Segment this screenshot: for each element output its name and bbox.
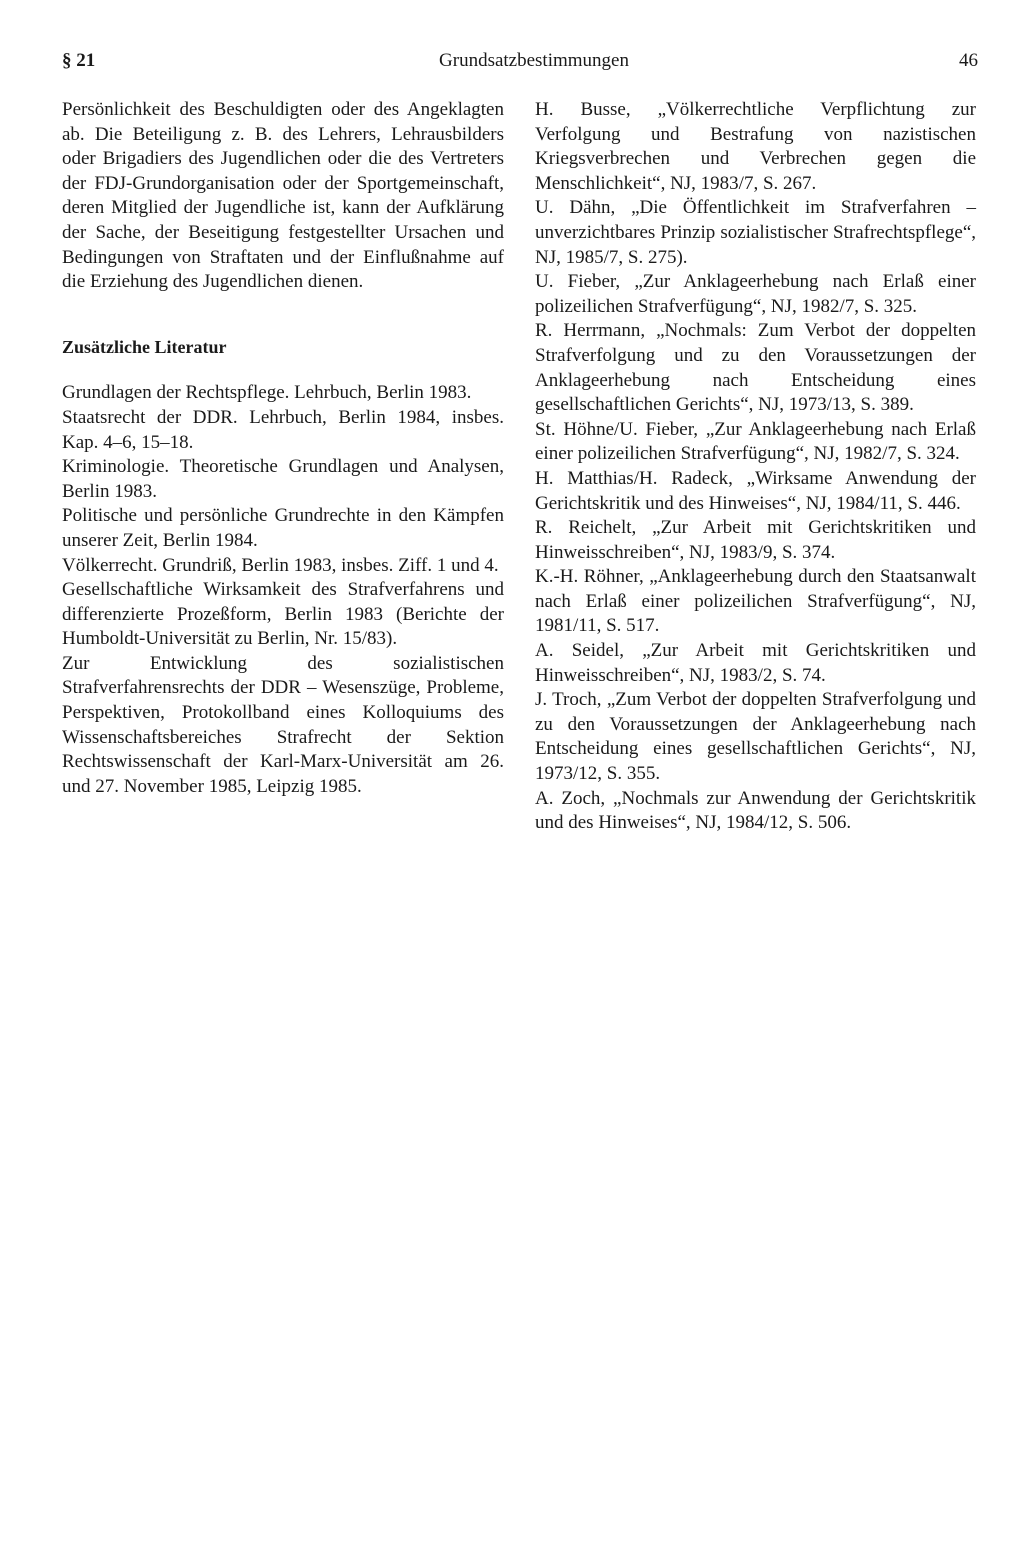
reference-item: U. Fieber, „Zur Anklageerhebung nach Erlaß einer polizeilichen Strafverfügung“, NJ, 1982/7, S. 325. [535, 271, 976, 317]
left-column [62, 98, 504, 799]
page-header [62, 50, 978, 80]
intro-paragraph: Persönlichkeit des Beschuldigten oder des Angeklagten ab. Die Beteiligung z. B. des Lehrers, Lehrausbilders oder Brigadiers des Jugendlichen oder die des Vertreters der FDJ-Grundorganisation oder der Sportgemeinschaft, deren Mitglied der Jugendliche ist, kann der Aufklärung der Sache, der Beseitigung festgestellter Ursachen und Bedingungen von Straftaten und der Einflußnahme auf die Erziehung des Jugendlichen dienen. [62, 99, 504, 293]
reference-list [535, 98, 976, 836]
literature-item: Grundlagen der Rechtspflege. Lehrbuch, Berlin 1983. [62, 382, 472, 404]
literature-list [62, 381, 504, 799]
literature-item: Staatsrecht der DDR. Lehrbuch, Berlin 1984, insbes. Kap. 4–6, 15–18. [62, 406, 504, 453]
literature-item: Gesellschaftliche Wirksamkeit des Strafverfahrens und differenzierte Prozeßform, Berlin 1983 (Berichte der Humboldt-Universität zu Berlin, Nr. 15/83). [62, 579, 504, 650]
section-number: § 21 [62, 50, 96, 71]
running-title: Grundsatzbestimmungen [439, 50, 629, 71]
literature-item: Zur Entwicklung des sozialistischen Strafverfahrensrechts der DDR – Wesenszüge, Probleme, Perspektiven, Protokollband eines Kolloquiums des Wissenschaftsbereiches Strafrecht der Sektion Rechtswissenschaft der Karl-Marx-Universität am 26. und 27. November 1985, Leipzig 1985. [62, 652, 504, 797]
literature-item: Kriminologie. Theoretische Grundlagen und Analysen, Berlin 1983. [62, 456, 504, 502]
literature-item: Völkerrecht. Grundriß, Berlin 1983, insbes. Ziff. 1 und 4. [62, 554, 499, 576]
reference-item: K.-H. Röhner, „Anklageerhebung durch den Staatsanwalt nach Erlaß einer polizeilichen Strafverfügung“, NJ, 1981/11, S. 517. [535, 566, 976, 637]
reference-item: R. Herrmann, „Nochmals: Zum Verbot der doppelten Strafverfolgung und zu den Voraussetzungen der Anklageerhebung nach Entscheidung eines gesellschaftlichen Gerichts“, NJ, 1973/13, S. 389. [535, 320, 976, 416]
right-column [535, 98, 976, 836]
reference-item: A. Zoch, „Nochmals zur Anwendung der Gerichtskritik und des Hinweises“, NJ, 1984/12, S. 506. [535, 787, 976, 834]
literature-heading: Zusätzliche Literatur [62, 336, 227, 357]
reference-item: J. Troch, „Zum Verbot der doppelten Strafverfolgung und zu den Voraussetzungen der Anklageerhebung nach Entscheidung eines gesellschaftlichen Gerichts“, NJ, 1973/12, S. 355. [535, 689, 976, 785]
reference-item: A. Seidel, „Zur Arbeit mit Gerichtskritiken und Hinweisschreiben“, NJ, 1983/2, S. 74. [535, 640, 976, 686]
reference-item: H. Matthias/H. Radeck, „Wirksame Anwendung der Gerichtskritik und des Hinweises“, NJ, 1984/11, S. 446. [535, 467, 976, 514]
reference-item: U. Dähn, „Die Öffentlichkeit im Strafverfahren – unverzichtbares Prinzip sozialistischer Strafrechtspflege“, NJ, 1985/7, S. 275). [535, 197, 976, 268]
literature-item: Politische und persönliche Grundrechte in den Kämpfen unserer Zeit, Berlin 1984. [62, 505, 504, 551]
reference-item: St. Höhne/U. Fieber, „Zur Anklageerhebung nach Erlaß einer polizeilichen Strafverfügung“, NJ, 1982/7, S. 324. [535, 418, 976, 465]
page-number: 46 [959, 50, 978, 71]
reference-item: H. Busse, „Völkerrechtliche Verpflichtung zur Verfolgung und Bestrafung von nazistischen Kriegsverbrechen und Verbrechen gegen die Menschlichkeit“, NJ, 1983/7, S. 267. [535, 99, 976, 194]
reference-item: R. Reichelt, „Zur Arbeit mit Gerichtskritiken und Hinweisschreiben“, NJ, 1983/9, S. 374. [535, 517, 976, 563]
